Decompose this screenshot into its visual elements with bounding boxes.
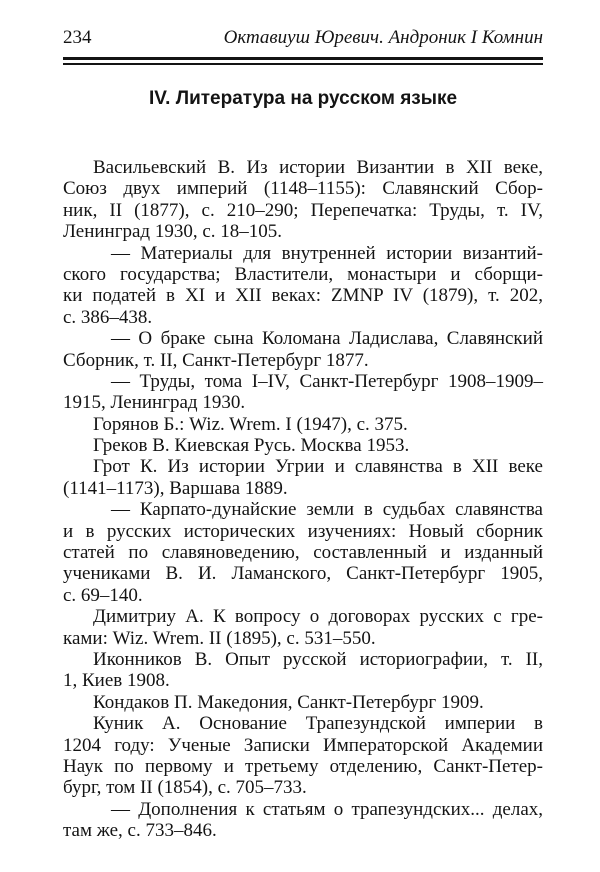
entry-line: (1141–1173), Варшава 1889.: [63, 477, 288, 499]
entry-line: Иконников В. Опыт русской историографии, т. II,: [93, 648, 543, 670]
section-title: IV. Литература на русском языке: [148, 88, 458, 109]
entry-line: бург, том II (1854), с. 705–733.: [63, 777, 307, 799]
page-number: 234: [63, 27, 92, 48]
entry-line: учениками В. И. Ламанского, Санкт-Петербург 1905,: [63, 563, 543, 585]
entry-line: Союз двух империй (1148–1155): Славянский Сбор-: [63, 178, 543, 200]
entry-line: ник, II (1877), с. 210–290; Перепечатка: Труды, т. IV,: [63, 199, 543, 221]
entry-line: ского государства; Властители, монастыри и сборщи-: [63, 263, 543, 285]
bibliography-entry: [63, 243, 543, 329]
entry-line: — Материалы для внутренней истории византий-: [111, 242, 543, 264]
running-title: Октавиуш Юревич. Андроник I Комнин: [223, 27, 543, 48]
bibliography-entry: [63, 414, 543, 435]
bibliography-entry: [63, 371, 543, 414]
entry-line: — Труды, тома I–IV, Санкт-Петербург 1908–1909–: [111, 370, 543, 392]
entry-line: Димитриу А. К вопросу о договорах русских с гре-: [93, 606, 543, 628]
entry-line: Ленинград 1930, с. 18–105.: [63, 221, 283, 243]
entry-line: и в русских исторических изучениях: Новый сборник: [63, 520, 543, 542]
entry-line: ками: Wiz. Wrem. II (1895), с. 531–550.: [63, 627, 376, 649]
entry-line: Сборник, т. II, Санкт-Петербург 1877.: [63, 349, 369, 371]
entry-line: Куник А. Основание Трапезундской империи в: [93, 713, 543, 735]
entry-line: статей по славяноведению, составленный и изданный: [63, 542, 543, 564]
header-rule-thick: [63, 57, 543, 60]
entry-line: 1204 году: Ученые Записки Императорской Академии: [63, 734, 543, 756]
page-header: [63, 27, 543, 51]
bibliography-entry: [63, 328, 543, 371]
bibliography-entry: [63, 456, 543, 499]
bibliography-entry: [63, 649, 543, 692]
bibliography-entry: [63, 157, 543, 243]
entry-line: Васильевский В. Из истории Византии в XII веке,: [93, 157, 543, 178]
header-rule-thin: [63, 63, 543, 65]
bibliography-entry: [63, 799, 543, 842]
entry-line: 1915, Ленинград 1930.: [63, 392, 246, 414]
entry-line: — Карпато-дунайские земли в судьбах славянства: [111, 499, 543, 521]
bibliography-entry: [63, 499, 543, 606]
entry-line: — Дополнения к статьям о трапезундских... делах,: [111, 798, 543, 820]
entry-line: Горянов Б.: Wiz. Wrem. I (1947), с. 375.: [93, 413, 408, 435]
bibliography-list: [63, 157, 543, 842]
bibliography-entry: [63, 713, 543, 799]
entry-line: ки податей в XI и XII веках: ZMNP IV (1879), т. 202,: [63, 285, 543, 307]
entry-line: Кондаков П. Македония, Санкт-Петербург 1909.: [93, 691, 484, 713]
entry-line: с. 69–140.: [63, 584, 143, 606]
bibliography-entry: [63, 606, 543, 649]
entry-line: Наук по первому и третьему отделению, Санкт-Петер-: [63, 755, 543, 777]
bibliography-entry: [63, 692, 543, 713]
entry-line: 1, Киев 1908.: [63, 670, 170, 692]
entry-line: там же, с. 733–846.: [63, 820, 217, 842]
entry-line: с. 386–438.: [63, 306, 153, 328]
entry-line: Грот К. Из истории Угрии и славянства в XII веке: [93, 456, 543, 478]
entry-line: Греков В. Киевская Русь. Москва 1953.: [93, 435, 410, 457]
bibliography-entry: [63, 435, 543, 456]
entry-line: — О браке сына Коломана Ладислава, Славянский: [111, 328, 543, 350]
